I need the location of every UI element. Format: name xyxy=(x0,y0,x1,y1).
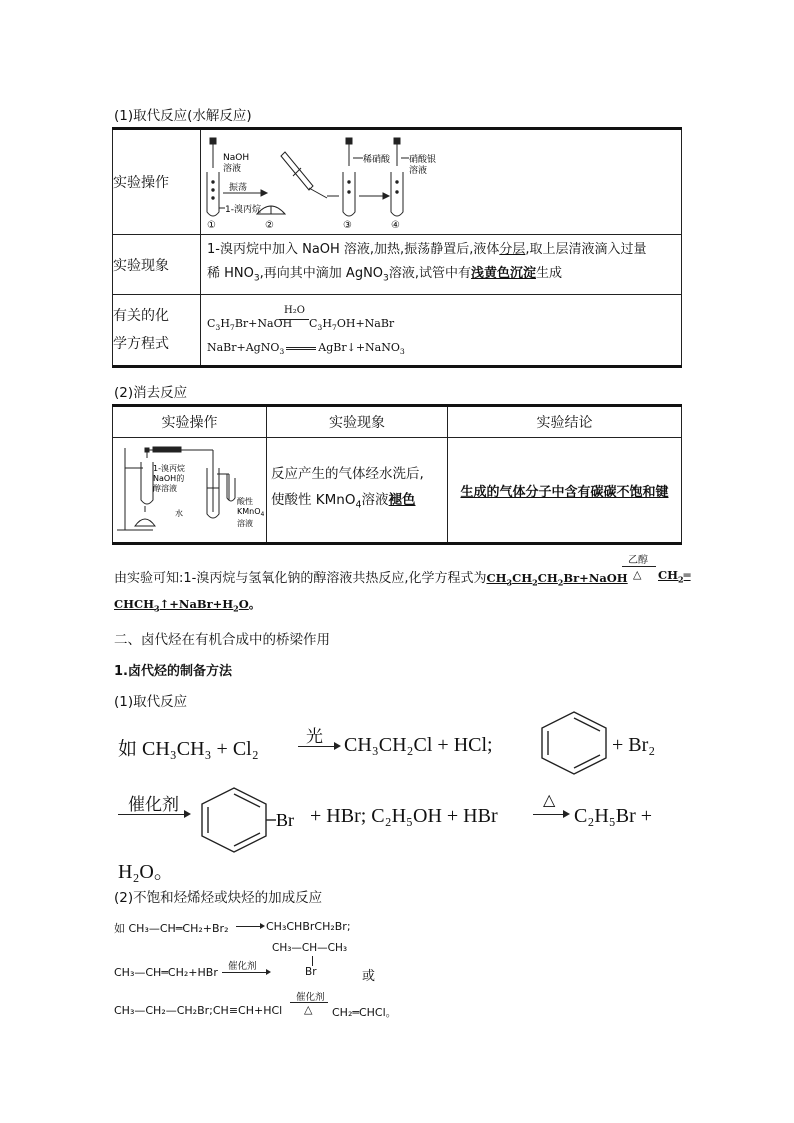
bromine-reactant: + Br₂ xyxy=(612,734,656,756)
addition-subtitle: (2)不饱和烃烯烃或炔烃的加成反应 xyxy=(114,890,323,906)
arrow-head-catalyst xyxy=(184,810,191,818)
arrow-catalyst xyxy=(118,814,188,815)
hydrolysis-apparatus-figure xyxy=(201,129,682,235)
benzene-ring-1 xyxy=(536,708,612,776)
substitution-eq-line1b: CH₃CH₂Cl + HCl; xyxy=(344,734,493,756)
row-phenomenon-label: 实验现象 xyxy=(113,235,201,295)
hydrolysis-table xyxy=(112,127,682,368)
light-condition: 光 xyxy=(306,727,323,747)
bromobenzene-structure xyxy=(198,784,308,856)
naoh-label: NaOH xyxy=(223,153,250,163)
arrow-head-light xyxy=(334,742,341,750)
catalyst-2-label: 催化剂 xyxy=(228,961,257,972)
product-propene-start: $CH_2═$ xyxy=(658,568,691,585)
dilute-hno3-label: 稀硝酸 xyxy=(363,155,391,165)
elim-bromopropane-label: 1-溴丙烷 xyxy=(153,464,185,473)
or-label: 或 xyxy=(362,969,376,984)
elimination-apparatus-figure xyxy=(113,438,267,544)
heat-condition-3: △ xyxy=(304,1003,313,1016)
silver-nitrate-label: 硝酸银 xyxy=(409,155,437,165)
elimination-summary: 由实验可知:1-溴丙烷与氢氧化钠的醇溶液共热反应,化学方程式为$CH_3CH_2CH_2Br+NaOH$ xyxy=(114,571,628,588)
condition-heat: △ xyxy=(633,568,642,581)
arrow-head-add-2 xyxy=(266,969,271,975)
isopropyl-bromide-structure: CH₃—CH—CH₃ xyxy=(272,942,348,954)
arrow-heat xyxy=(533,814,567,815)
ethyl-bromide-product: C₂H₅Br + xyxy=(574,805,653,827)
arrow-light xyxy=(298,746,338,747)
condition-arrow xyxy=(622,566,656,567)
step-3-label: ③ xyxy=(343,220,352,231)
addition-eq-2: CH₃—CH═CH₂+HBr xyxy=(114,966,218,979)
substitution-eq-line2: + HBr; C₂H₅OH + HBr xyxy=(310,805,498,827)
addition-eq-1: 如 CH₃—CH═CH₂+Br₂ xyxy=(114,922,229,935)
elimination-conclusion: 生成的气体分子中含有碳碳不饱和键 xyxy=(448,438,682,544)
elimination-phenomenon: 反应产生的气体经水洗后, 使酸性 KMnO$_4$溶液褪色 xyxy=(267,438,448,544)
product-propene-end: $CHCH_3↑+NaBr+H_2O$。 xyxy=(114,597,261,614)
naoh-solution-label: 溶液 xyxy=(223,164,242,174)
section-elimination-title: (2)消去反应 xyxy=(114,385,188,401)
addition-product-1: CH₃CHBrCH₂Br; xyxy=(266,920,351,933)
catalyst-label: 催化剂 xyxy=(128,795,179,815)
arrow-head-heat xyxy=(563,810,570,818)
silver-nitrate-solution-label: 溶液 xyxy=(409,166,428,176)
water-product: H₂O。 xyxy=(118,861,174,883)
col-conclusion: 实验结论 xyxy=(448,406,682,438)
substitution-subtitle: (1)取代反应 xyxy=(114,694,188,710)
arrow-add-1 xyxy=(236,926,262,927)
arrow-add-2 xyxy=(222,972,268,973)
substitution-eq-line1: 如 CH₃CH₃ + Cl₂ xyxy=(118,738,259,760)
water-label: 水 xyxy=(175,509,183,518)
br-substituent: Br xyxy=(305,966,317,978)
step-1-label: ① xyxy=(207,220,216,231)
hydrolysis-equations xyxy=(201,295,682,367)
bromobenzene-br: Br xyxy=(276,810,294,830)
step-4-label: ④ xyxy=(391,220,400,231)
kmno4-label: KMnO$_4$ xyxy=(237,507,265,518)
step-2-label: ② xyxy=(265,220,274,231)
arrow-head-add-1 xyxy=(260,923,265,929)
section-two-title: 二、卤代烃在有机合成中的桥梁作用 xyxy=(114,632,330,648)
kmno4-solution-label: 溶液 xyxy=(237,519,253,528)
bond-to-br xyxy=(312,956,313,966)
condition-ethanol: 乙醇 xyxy=(628,555,648,566)
col-phenomenon: 实验现象 xyxy=(267,406,448,438)
bromopropane-label: 1-溴丙烷 xyxy=(225,205,261,215)
acidic-label: 酸性 xyxy=(237,497,253,506)
row-equation-label: 有关的化 学方程式 xyxy=(113,295,201,367)
catalyst-3-label: 催化剂 xyxy=(296,992,325,1003)
elim-naoh-label: NaOH的 xyxy=(153,474,185,483)
hydrolysis-phenomenon: 1-溴丙烷中加入 NaOH 溶液,加热,振荡静置后,液体分层,取上层清液滴入过量 稀 $HNO_3$,再向其中滴加 AgNO$_3$溶液,试管中有浅黄色沉淀生成 xyxy=(201,235,682,295)
col-operation: 实验操作 xyxy=(113,406,267,438)
hydrolysis-diagram xyxy=(201,130,681,230)
elimination-diagram xyxy=(113,438,263,538)
equation-hydrolysis: $C_3H_7Br+NaOH$ H₂O $C_3H_7OH+NaBr$ xyxy=(207,305,395,333)
row-operation-label: 实验操作 xyxy=(113,129,201,235)
elim-alcohol-solution-label: 醇溶液 xyxy=(153,484,177,493)
preparation-methods-title: 1.卤代烃的制备方法 xyxy=(114,664,232,679)
vinyl-chloride-product: CH₂═CHCl。 xyxy=(332,1006,397,1019)
elimination-table xyxy=(112,404,682,545)
shake-label: 振荡 xyxy=(229,183,248,193)
heat-condition: △ xyxy=(543,790,556,809)
section-substitution-title: (1)取代反应(水解反应) xyxy=(114,108,252,124)
addition-eq-3: CH₃—CH₂—CH₂Br;CH≡CH+HCl xyxy=(114,1004,283,1017)
equation-precipitation: NaBr+AgNO$_3$ AgBr↓+NaNO$_3$ xyxy=(207,341,405,357)
